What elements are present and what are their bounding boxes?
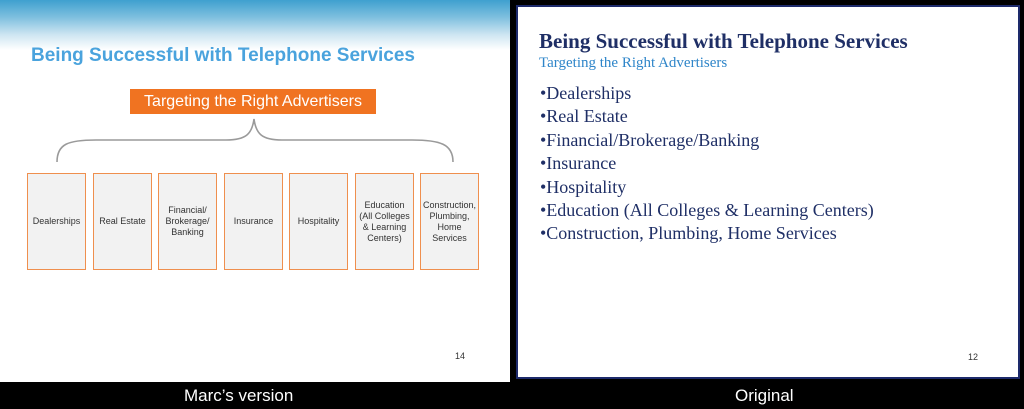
box-hospitality: Hospitality [289,173,348,270]
slide-subtitle: Targeting the Right Advertisers [539,55,728,71]
box-real-estate: Real Estate [93,173,152,270]
caption-left: Marc’s version [184,386,294,405]
box-insurance: Insurance [224,173,283,270]
bullet-item: •Education (All Colleges & Learning Centers) [540,200,874,221]
page-number: 12 [968,352,979,362]
box-financial: Financial/ Brokerage/ Banking [158,173,217,270]
slide-title: Being Successful with Telephone Services [31,45,415,66]
slide-original [516,5,1020,379]
brace-connector [56,118,454,164]
caption-right: Original [735,386,794,405]
bullet-item: •Insurance [540,153,617,174]
bullet-item: •Real Estate [540,106,628,127]
bullet-item: •Construction, Plumbing, Home Services [540,223,837,244]
bullet-list [540,82,874,246]
box-education: Education (All Colleges & Learning Centers) [355,173,414,270]
slide-marcs-version [0,0,510,382]
header-gradient [0,0,510,50]
box-dealerships: Dealerships [27,173,86,270]
slide-title: Being Successful with Telephone Services [539,29,908,53]
box-construction: Construction, Plumbing, Home Services [420,173,479,270]
bullet-item: •Dealerships [540,83,632,103]
bullet-item: •Financial/Brokerage/Banking [540,129,760,150]
bullet-item: •Hospitality [540,176,627,197]
targeting-header: Targeting the Right Advertisers [130,89,376,114]
page-number: 14 [455,351,466,361]
